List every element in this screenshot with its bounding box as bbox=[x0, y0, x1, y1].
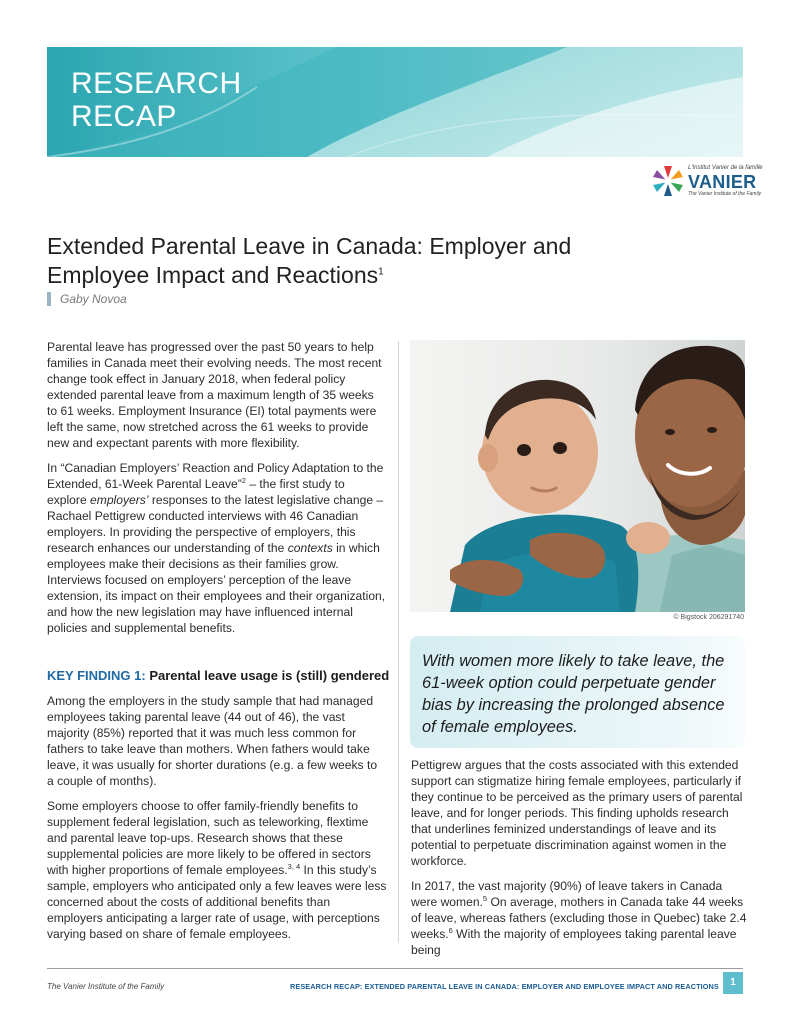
study-text-d: in which employees make their decisions as their families grow. Interviews focused on employers’ perception of the leave extension, its impact on their employees and their organization, and how the new legislation may have influenced internal policies and supplemental benefits. bbox=[47, 541, 386, 635]
footnote-ref: 3, 4 bbox=[287, 861, 301, 871]
title-footnote-ref: 1 bbox=[378, 266, 384, 278]
column-divider bbox=[398, 341, 399, 943]
finding-paragraph: Among the employers in the study sample that had managed employees taking parental leave (44 out of 46), the vast majority (85%) reported that it was much less common for fathers to take leave than mothers. When fathers would take leave, it was usually for shorter durations (e.g. a few weeks to a couple of months). bbox=[47, 694, 378, 788]
banner-title-line2: RECAP bbox=[71, 100, 177, 133]
photo-illustration bbox=[410, 340, 745, 612]
benefits-text-b: In this study’s sample, employers who anticipated only a few leaves were less concerned about the costs of additional benefits than employers anticipating a larger rate of usage, with perceptions varying based on share of female employees. bbox=[47, 863, 387, 941]
key-finding-label: KEY FINDING 1: bbox=[47, 668, 146, 683]
footer-running-title: RESEARCH RECAP: EXTENDED PARENTAL LEAVE IN CANADA: EMPLOYER AND EMPLOYEE IMPACT AND REACTIONS bbox=[290, 982, 719, 991]
banner-title bbox=[71, 67, 242, 133]
photo-credit: © Bigstock 206291740 bbox=[673, 614, 744, 621]
study-emphasis-contexts: contexts bbox=[287, 541, 333, 555]
footnote-ref: 6 bbox=[448, 925, 453, 935]
study-text-a: In “Canadian Employers’ Reaction and Policy Adaptation to the Extended, 61-Week Parental Leave” bbox=[47, 461, 384, 491]
left-column-lower bbox=[47, 693, 387, 951]
page-number: 1 bbox=[723, 972, 743, 994]
banner-title-line1: RESEARCH bbox=[71, 67, 242, 100]
logo-tagline: The Vanier Institute of the Family bbox=[688, 191, 762, 197]
intro-paragraph: Parental leave has progressed over the past 50 years to help families in Canada meet their evolving needs. The most recent change took effect in January 2018, when federal policy extended parental leave from a maximum length of 35 weeks to 61 weeks. Employment Insurance (EI) total payments were left the same, now stretched across the 61 weeks to provide new and expectant parents with more flexibility. bbox=[47, 340, 382, 450]
father-and-baby-photo bbox=[410, 340, 745, 612]
statistics-text-c: With the majority of employees taking parental leave being bbox=[411, 927, 737, 957]
right-column bbox=[411, 757, 747, 967]
logo-wordmark: VANIER bbox=[688, 172, 757, 192]
vanier-snowflake-icon bbox=[650, 163, 686, 199]
statistics-text-a: In 2017, the vast majority (90%) of leave takers in Canada were women. bbox=[411, 879, 723, 909]
logo-french-name: L'Institut Vanier de la famille bbox=[688, 165, 763, 171]
title-line2: Employee Impact and Reactions bbox=[47, 262, 379, 288]
footer-rule bbox=[47, 968, 743, 969]
key-finding-heading bbox=[47, 668, 389, 683]
footer-organization: The Vanier Institute of the Family bbox=[47, 982, 165, 991]
statistics-paragraph bbox=[411, 878, 747, 958]
study-text-b: – the first study to explore bbox=[47, 477, 345, 507]
benefits-text-a: Some employers choose to offer family-friendly benefits to supplement federal legislation, such as teleworking, flextime and parental leave top-ups. Research shows that these supplemental policies are more likely to be offered in sectors with higher proportions of female employees. bbox=[47, 799, 371, 877]
document-title bbox=[47, 232, 607, 290]
footnote-ref: 2 bbox=[241, 475, 246, 485]
study-text-c: responses to the latest legislative change – Rachael Pettigrew conducted interviews with 46 Canadian employers. In providing the perspective of employers, this research enhances our understanding of the bbox=[47, 493, 384, 555]
left-column bbox=[47, 339, 387, 645]
pull-quote bbox=[410, 636, 745, 748]
argument-paragraph: Pettigrew argues that the costs associated with this extended support can stigmatize hiring female employees, particularly if they continue to be perceived as the primary users of parental leave, and for longer periods. This finding upholds research that underlines feminized understandings of leave and its potential to perpetuate discrimination against women in the workforce. bbox=[411, 758, 743, 868]
benefits-paragraph bbox=[47, 798, 387, 942]
author-byline bbox=[47, 292, 127, 306]
author-name: Gaby Novoa bbox=[60, 292, 127, 306]
vanier-logo bbox=[650, 160, 763, 200]
header-banner bbox=[47, 47, 743, 157]
study-paragraph bbox=[47, 460, 387, 636]
study-emphasis-employers: employers’ bbox=[90, 493, 149, 507]
author-accent-bar bbox=[47, 292, 51, 306]
key-finding-text: Parental leave usage is (still) gendered bbox=[145, 668, 390, 683]
statistics-text-b: On average, mothers in Canada take 44 weeks of leave, whereas fathers (excluding those in Quebec) take 2.4 weeks. bbox=[411, 895, 747, 941]
title-line1: Extended Parental Leave in Canada: Employer and bbox=[47, 233, 572, 259]
footnote-ref: 5 bbox=[482, 893, 488, 903]
pull-quote-text: With women more likely to take leave, the 61-week option could perpetuate gender bias by increasing the prolonged absence of female employees. bbox=[422, 652, 725, 736]
